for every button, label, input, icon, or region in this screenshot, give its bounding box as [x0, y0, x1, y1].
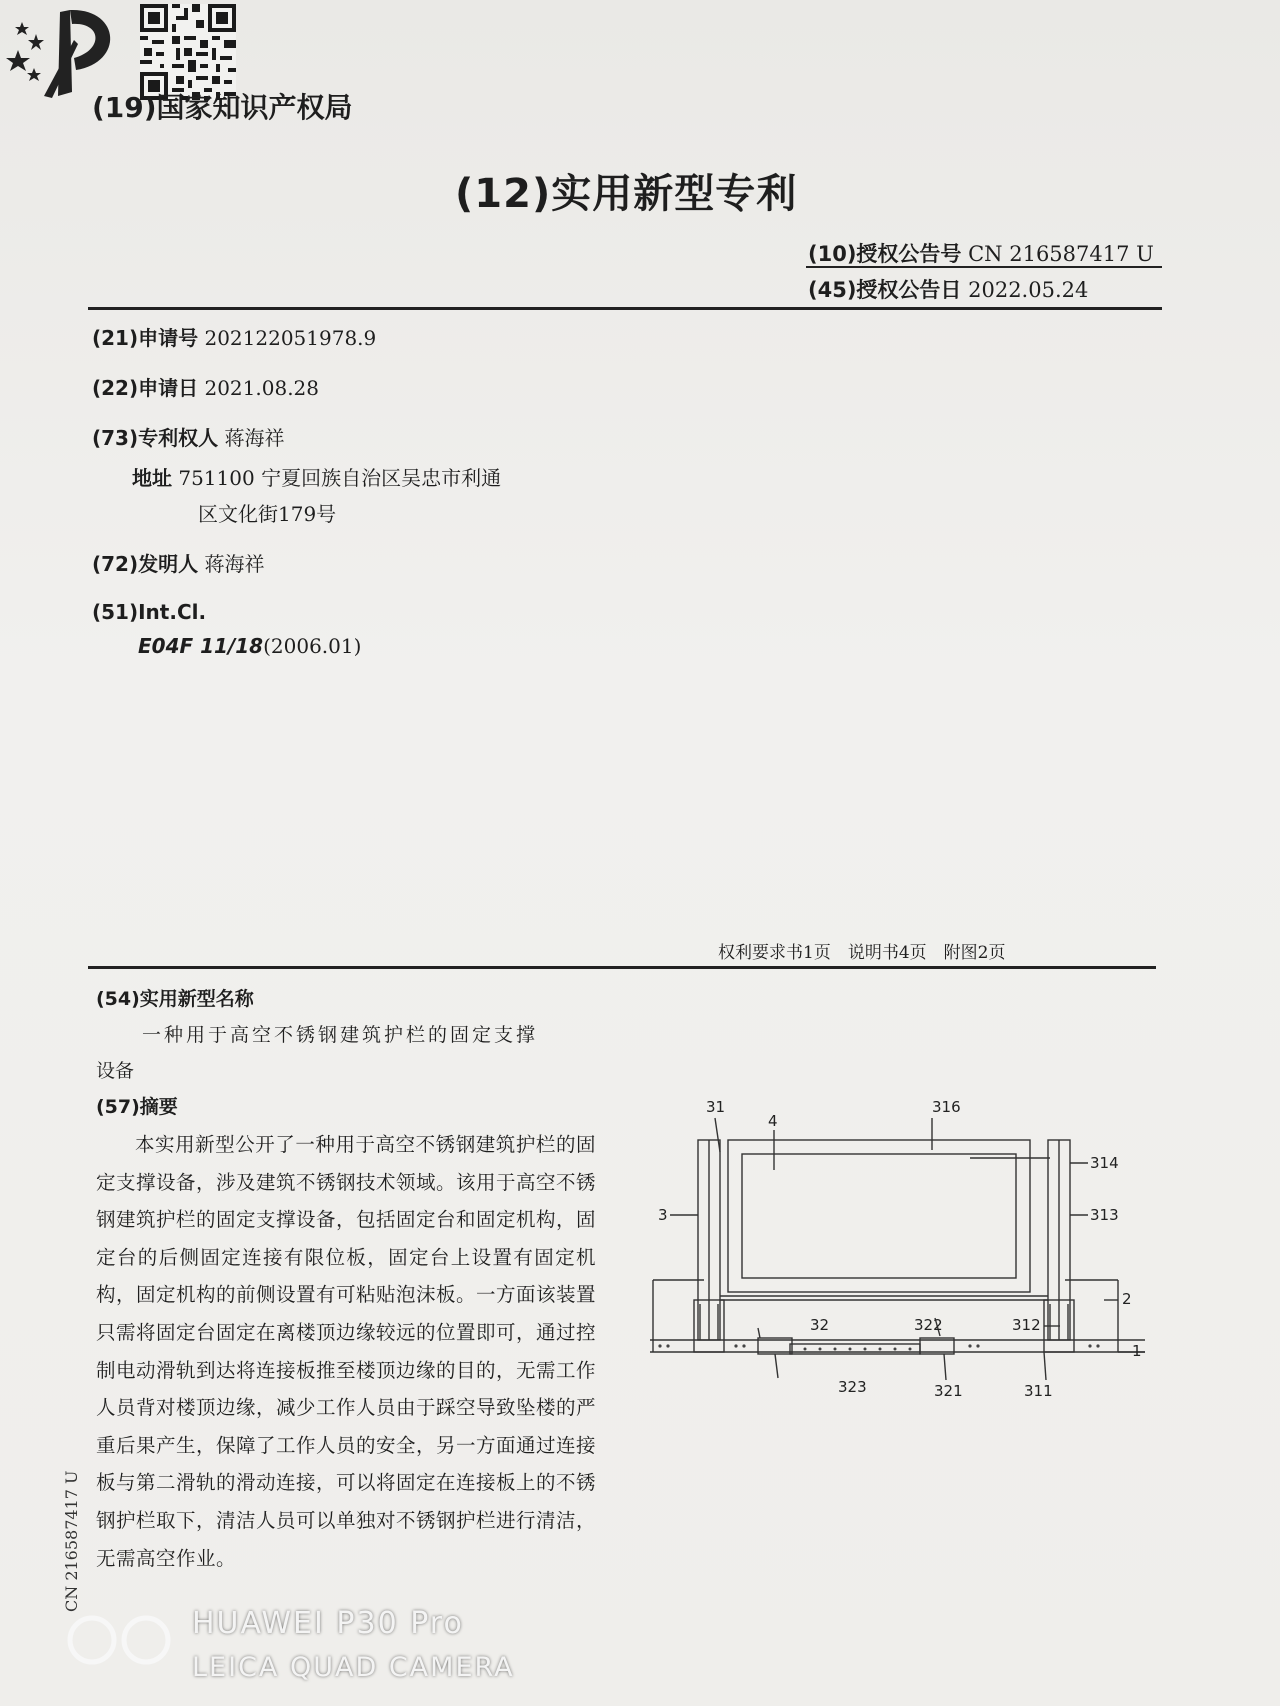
camera-watermark-lens: LEICA QUAD CAMERA	[192, 1652, 515, 1683]
ipc-classification	[138, 634, 361, 658]
application-date-label: (22)申请日	[92, 376, 199, 400]
figure-label-316: 316	[932, 1098, 961, 1116]
ipc-code: E04F 11/18	[138, 634, 264, 658]
cnipa-logo-icon	[0, 0, 135, 100]
figure-label-313: 313	[1090, 1206, 1119, 1224]
utility-model-title-label: (54)实用新型名称	[96, 988, 254, 1010]
application-number-value: 202122051978.9	[204, 326, 377, 350]
figure-label-31: 31	[706, 1098, 726, 1116]
publication-number	[808, 238, 1154, 268]
figure-label-321: 321	[934, 1382, 963, 1400]
ipc-version: (2006.01)	[263, 634, 362, 658]
application-number-label: (21)申请号	[92, 326, 199, 350]
camera-watermark-model: HUAWEI P30 Pro	[192, 1606, 464, 1641]
figure-label-4: 4	[768, 1112, 778, 1130]
side-publication-number: CN 216587417 U	[62, 1470, 81, 1612]
ipc-label-row	[92, 600, 206, 624]
inventor-value: 蒋海祥	[204, 552, 265, 576]
figure-label-3: 3	[658, 1206, 668, 1224]
section-divider	[88, 966, 1156, 969]
figure-label-1: 1	[1132, 1342, 1142, 1360]
utility-model-title-line-1: 一种用于高空不锈钢建筑护栏的固定支撑	[142, 1024, 539, 1046]
figure-label-32: 32	[810, 1316, 830, 1334]
publication-date-label: (45)授权公告日	[808, 278, 962, 302]
page-count-info: 权利要求书1页 说明书4页 附图2页	[718, 943, 1006, 963]
camera-watermark-circles-icon	[64, 1610, 176, 1670]
address-line-1-value: 751100 宁夏回族自治区吴忠市利通	[178, 466, 502, 490]
abstract-text: 本实用新型公开了一种用于高空不锈钢建筑护栏的固定支撑设备，涉及建筑不锈钢技术领域。该用于高空不锈钢建筑护栏的固定支撑设备，包括固定台和固定机构，固定台的后侧固定连接有限位板，固定台上设置有固定机构，固定机构的前侧设置有可粘贴泡沫板。一方面该装置只需将固定台固定在离楼顶边缘较远的位置即可，通过控制电动滑轨到达将连接板推至楼顶边缘的目的，无需工作人员背对楼顶边缘，减少工作人员由于踩空导致坠楼的严重后果产生，保障了工作人员的安全，另一方面通过连接板与第二滑轨的滑动连接，可以将固定在连接板上的不锈钢护栏取下，清洁人员可以单独对不锈钢护栏进行清洁，无需高空作业。	[96, 1133, 597, 1570]
publication-number-label: (10)授权公告号	[808, 242, 962, 266]
application-date-value: 2021.08.28	[204, 376, 319, 400]
ipc-label: (51)Int.Cl.	[92, 600, 207, 624]
inventor	[92, 548, 264, 577]
application-date	[92, 372, 319, 401]
abstract-figure	[640, 1090, 1160, 1430]
figure-label-314: 314	[1090, 1154, 1119, 1172]
abstract-label: (57)摘要	[96, 1096, 178, 1118]
figure-label-2: 2	[1122, 1290, 1132, 1308]
address-line-2: 区文化街179号	[198, 502, 337, 526]
patentee-label: (73)专利权人	[92, 426, 219, 450]
figure-label-323: 323	[838, 1378, 867, 1396]
address-line-1	[132, 462, 501, 491]
office-name: (19)国家知识产权局	[92, 91, 353, 124]
figure-label-322: 322	[914, 1316, 943, 1334]
publication-number-value: CN 216587417 U	[968, 242, 1154, 266]
application-number	[92, 322, 376, 351]
figure-label-312: 312	[1012, 1316, 1041, 1334]
header-divider-1	[806, 266, 1162, 268]
publication-date	[808, 274, 1088, 304]
patentee-value: 蒋海祥	[224, 426, 285, 450]
utility-model-title-line-2: 设备	[96, 1060, 135, 1082]
figure-label-311: 311	[1024, 1382, 1053, 1400]
address-label: 地址	[132, 466, 172, 490]
header-divider-2	[88, 307, 1162, 310]
patentee	[92, 422, 284, 451]
document-type-title: (12)实用新型专利	[455, 171, 798, 217]
publication-date-value: 2022.05.24	[968, 278, 1089, 302]
inventor-label: (72)发明人	[92, 552, 199, 576]
